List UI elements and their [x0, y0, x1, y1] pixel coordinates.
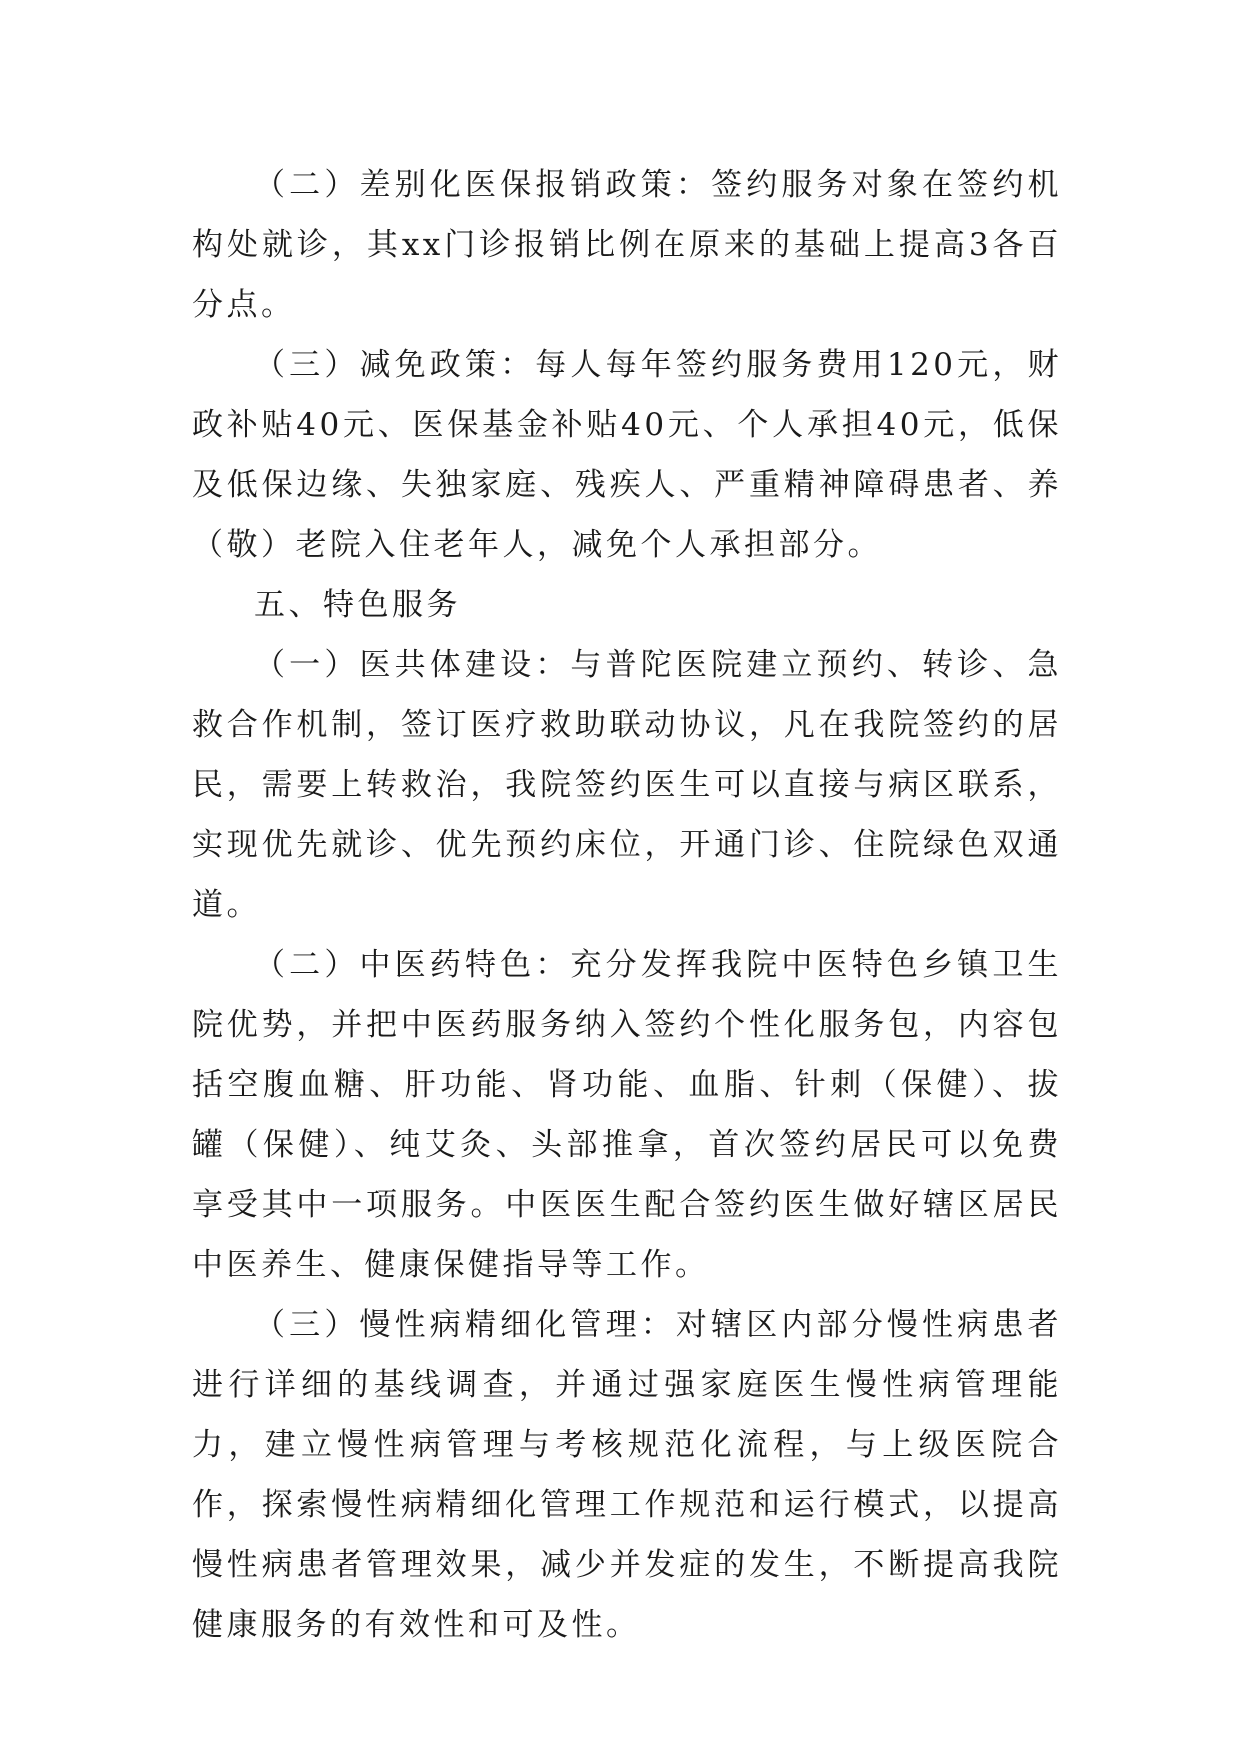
paragraph-fee-waiver-policy: （三）减免政策：每人每年签约服务费用120元，财政补贴40元、医保基金补贴40元、个人承担40元，低保及低保边缘、失独家庭、残疾人、严重精神障碍患者、养（敬）老院入住老年人，减免个人承担部分。 [192, 347, 1062, 563]
paragraph-reimbursement-policy: （二）差别化医保报销政策：签约服务对象在签约机构处就诊，其xx门诊报销比例在原来的基础上提高3各百分点。 [192, 167, 1062, 323]
paragraph-medical-community: （一）医共体建设：与普陀医院建立预约、转诊、急救合作机制，签订医疗救助联动协议，凡在我院签约的居民，需要上转救治，我院签约医生可以直接与病区联系，实现优先就诊、优先预约床位，开通门诊、住院绿色双通道。 [192, 647, 1062, 923]
paragraph-tcm-features: （二）中医药特色：充分发挥我院中医特色乡镇卫生院优势，并把中医药服务纳入签约个性化服务包，内容包括空腹血糖、肝功能、肾功能、血脂、针刺（保健）、拔罐（保健）、纯艾灸、头部推拿，首次签约居民可以免费享受其中一项服务。中医医生配合签约医生做好辖区居民中医养生、健康保健指导等工作。 [192, 947, 1062, 1283]
paragraph-chronic-disease-management: （三）慢性病精细化管理：对辖区内部分慢性病患者进行详细的基线调查，并通过强家庭医生慢性病管理能力，建立慢性病管理与考核规范化流程，与上级医院合作，探索慢性病精细化管理工作规范和运行模式，以提高慢性病患者管理效果，减少并发症的发生，不断提高我院健康服务的有效性和可及性。 [192, 1307, 1062, 1643]
document-body [192, 155, 1062, 1655]
section-heading-special-services: 五、特色服务 [254, 587, 461, 623]
